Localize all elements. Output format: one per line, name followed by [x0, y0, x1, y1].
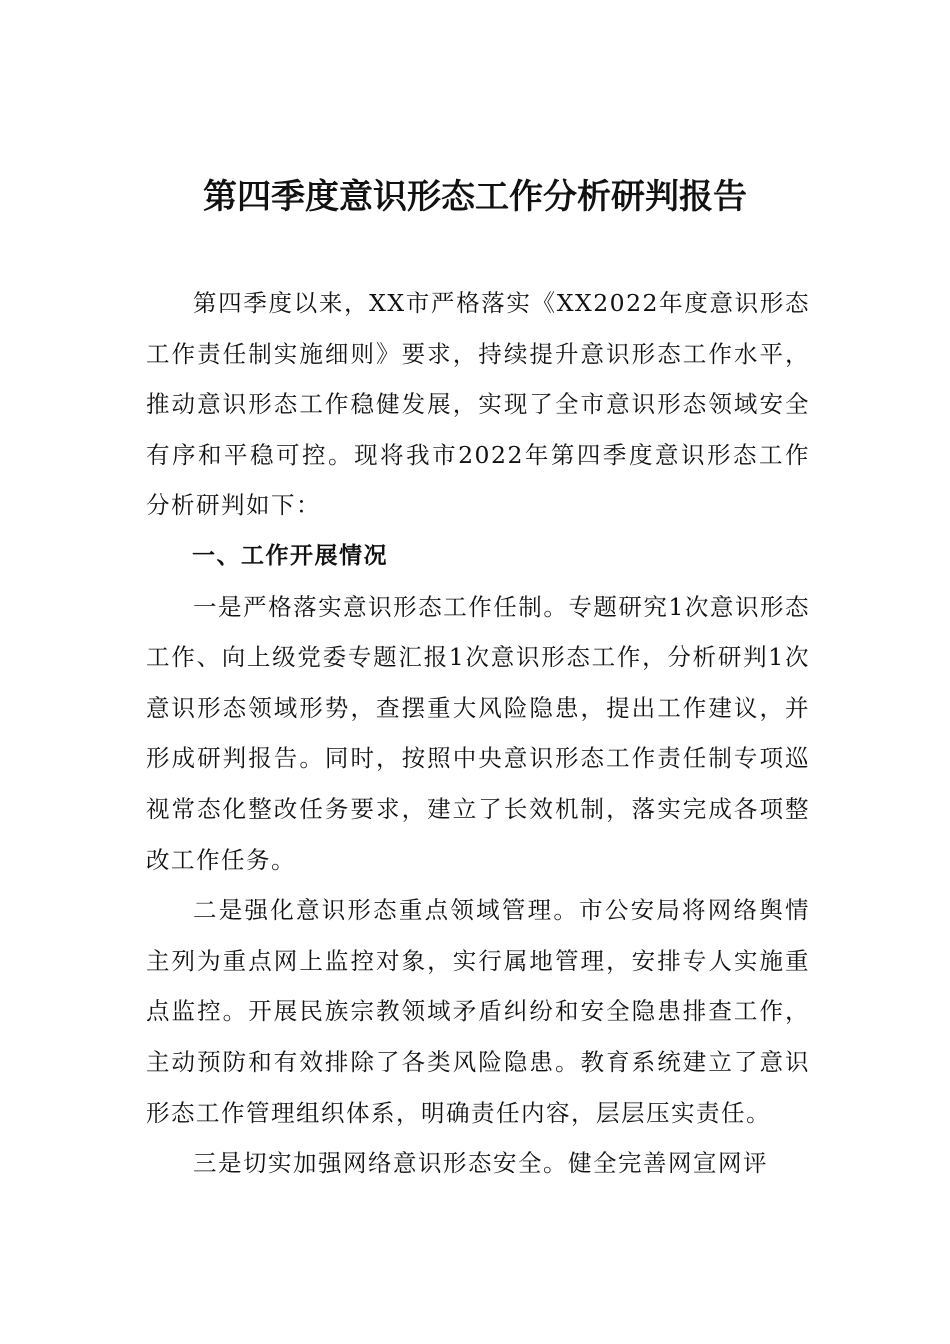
section-heading-work-status: 一、工作开展情况 — [192, 542, 388, 569]
paragraph-responsibility-system: 一是严格落实意识形态工作任制。专题研究1次意识形态工作、向上级党委专题汇报1次意识形态工作，分析研判1次意识形态领域形势，查摆重大风险隐患，提出工作建议，并形成研判报告。同时，按照中央意识形态工作责任制专项巡视常态化整改任务要求，建立了长效机制，落实完成各项整改工作任务。 — [146, 592, 810, 874]
paragraph-key-area-management: 二是强化意识形态重点领域管理。市公安局将网络舆情主列为重点网上监控对象，实行属地管理，安排专人实施重点监控。开展民族宗教领域矛盾纠纷和安全隐患排查工作，主动预防和有效排除了各类风险隐患。教育系统建立了意识形态工作管理组织体系，明确责任内容，层层压实责任。 — [146, 896, 810, 1127]
document-title: 第四季度意识形态工作分析研判报告 — [203, 177, 747, 217]
intro-paragraph: 第四季度以来，XX市严格落实《XX2022年度意识形态工作责任制实施细则》要求，持续提升意识形态工作水平，推动意识形态工作稳健发展，实现了全市意识形态领域安全有序和平稳可控。现将我市2022年第四季度意识形态工作分析研判如下： — [146, 289, 810, 520]
document-body — [146, 278, 810, 1189]
paragraph-network-security: 三是切实加强网络意识形态安全。健全完善网宣网评 — [193, 1149, 768, 1178]
